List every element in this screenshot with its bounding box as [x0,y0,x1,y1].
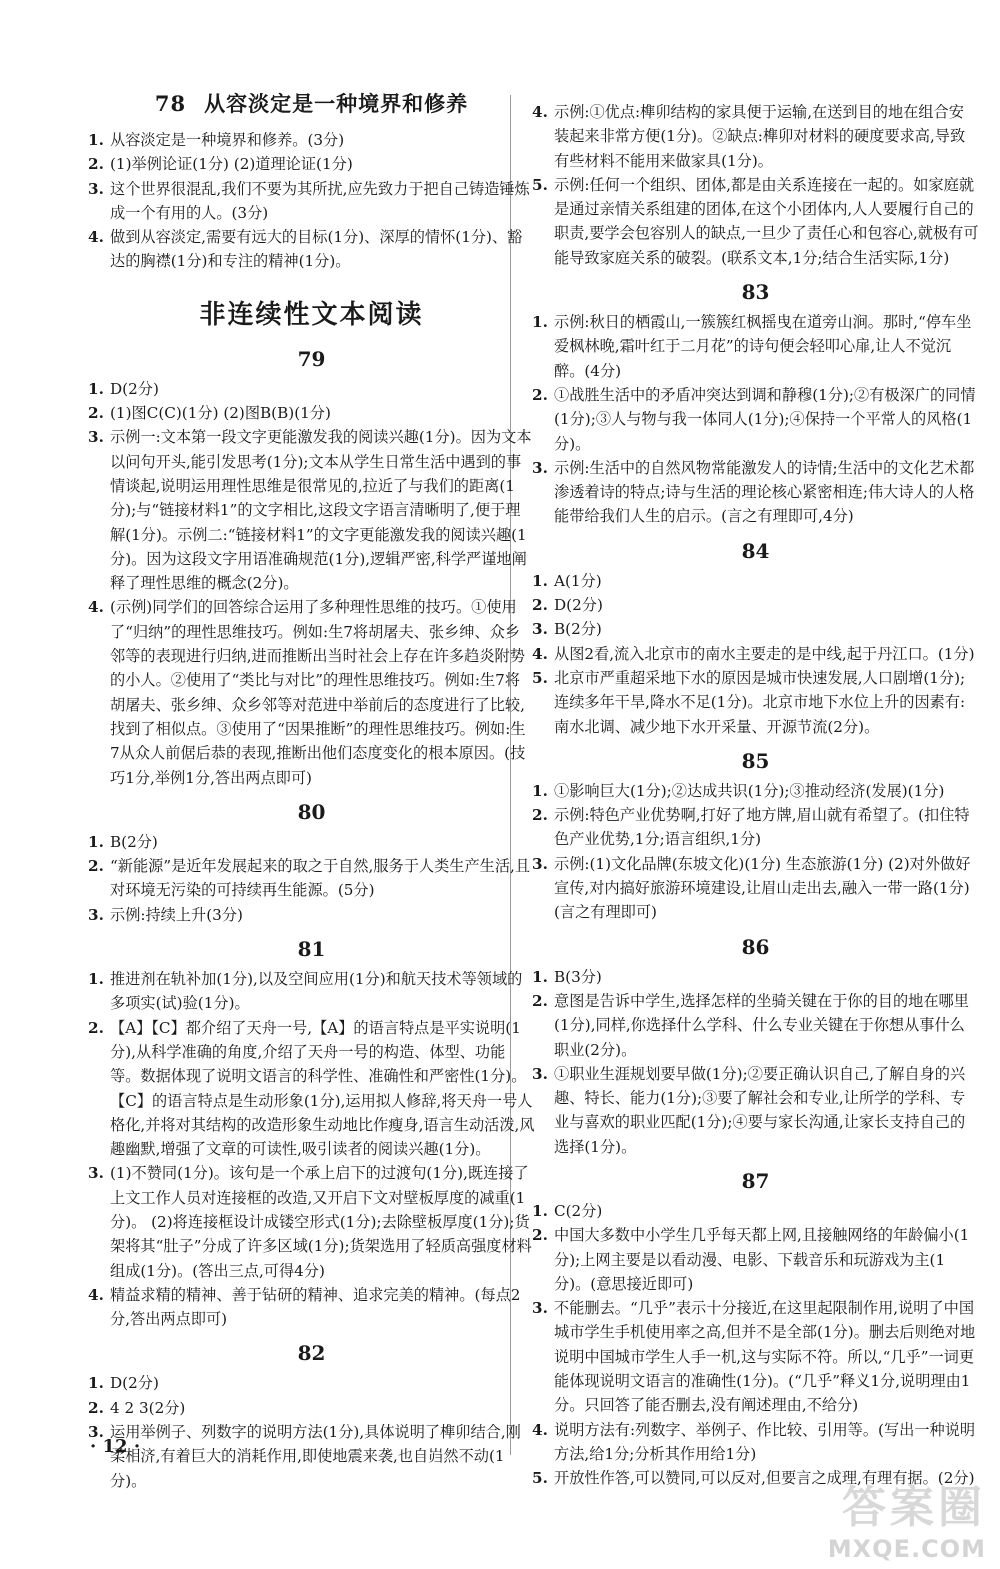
item-text: ①影响巨大(1分);②达成共识(1分);③推动经济(发展)(1分) [554,781,945,800]
item-text: 北京市严重超采地下水的原因是城市快速发展,人口剧增(1分);连续多年干旱,降水不足(1分)。北京市地下水位上升的因素有:南水北调、减少地下水开采量、开源节流(2分)。 [554,668,966,736]
answer-item [88,1396,535,1420]
answer-item [88,128,535,152]
item-number: 5. [532,175,548,194]
item-number: 3. [88,428,104,447]
item-number: 4. [532,644,548,663]
section-80-title: 80 [297,799,326,824]
item-text: ①战胜生活中的矛盾冲突达到调和静穆(1分);②有极深广的同情(1分);③人与物与我一体同人(1分);④保持一个平常人的风格(1分)。 [554,385,976,453]
item-number: 2. [532,991,548,1010]
answer-list [532,310,979,529]
answer-item [88,377,535,401]
item-number: 4. [532,1420,548,1439]
answer-item [88,1420,535,1493]
item-text: (1)图C(C)(1分) (2)图B(B)(1分) [110,404,331,423]
part-title: 非连续性文本阅读 [199,299,424,330]
answer-item [532,852,979,925]
answer-list [88,967,535,1331]
item-number: 4. [88,598,104,617]
item-number: 2. [532,1226,548,1245]
section-82-title: 82 [297,1341,326,1366]
item-text: 示例:生活中的自然风物常能激发人的诗情;生活中的文化艺术都渗透着诗的特点;诗与生活的理论核心紧密相连;伟大诗人的人格能带给我们人生的启示。(言之有理即可,4分) [554,458,975,526]
answer-item [88,1016,535,1162]
item-number: 2. [88,1018,104,1037]
item-number: 3. [532,1299,548,1318]
item-number: 3. [532,1064,548,1083]
answer-item [532,173,979,270]
answer-list [88,377,535,790]
item-text: 推进剂在轨补加(1分),以及空间应用(1分)和航天技术等领域的多项实(试)验(1分)。 [110,970,523,1013]
item-number: 1. [88,379,104,398]
item-number: 1. [88,832,104,851]
answer-item [532,1199,979,1223]
answer-item [88,903,535,927]
answer-item [88,152,535,176]
item-number: 5. [532,668,548,687]
watermark-logo [828,1471,986,1563]
answer-list [88,1371,535,1492]
item-text: 说明方法有:列数字、举例子、作比较、引用等。(写出一种说明方法,给1分;分析其作用给1分) [554,1420,976,1463]
right-column [532,100,979,1491]
answer-list [532,965,979,1159]
answer-item [532,310,979,383]
answer-list [88,830,535,927]
answer-item [88,177,535,226]
item-text: 做到从容淡定,需要有远大的目标(1分)、深厚的情怀(1分)、豁达的胸襟(1分)和专注的精神(1分)。 [110,228,523,271]
answer-item [88,1283,535,1332]
item-number: 2. [532,596,548,615]
item-number: 4. [88,1285,104,1304]
section-78-title: 78 从容淡定是一种境界和修养 [154,91,469,116]
item-text: 示例:①优点:榫卯结构的家具便于运输,在送到目的地在组合安装起来非常方便(1分)。②缺点:榫卯对材料的硬度要求高,导致有些材料不能用来做家具(1分)。 [554,103,966,170]
item-text: 中国大多数中小学生几乎每天都上网,且接触网络的年龄偏小(1分);上网主要是以看动漫、电影、下载音乐和玩游戏为主(1分)。(意思接近即可) [554,1226,970,1293]
answer-item [532,989,979,1062]
item-text: 示例:任何一个组织、团体,都是由关系连接在一起的。如家庭就是通过亲情关系组建的团体,在这个小团体内,人人要履行自己的职责,要学会包容别人的缺点,一旦少了责任心和包容心,就极有可能导致家庭关系的破裂。(联系文本,1分;结合生活实际,1分) [554,175,979,267]
item-text: “新能源”是近年发展起来的取之于自然,服务于人类生产生活,且对环境无污染的可持续再生能源。(5分) [110,857,531,900]
answer-list [532,779,979,925]
section-79-title: 79 [297,346,326,371]
item-text: 示例:特色产业优势啊,打好了地方牌,眉山就有希望了。(扣住特色产业优势,1分;语言组织,1分) [554,806,970,849]
item-number: 4. [532,103,548,121]
item-number: 1. [88,1374,104,1393]
item-number: 2. [532,806,548,825]
answer-item [532,1062,979,1159]
answer-item [88,1371,535,1395]
item-text: 开放性作答,可以赞同,可以反对,但要言之成理,有理有据。(2分) [554,1469,975,1488]
answer-item [532,666,979,739]
answer-item [532,617,979,641]
item-text: A(1分) [554,571,602,590]
answer-list [532,100,979,270]
answer-item [532,1296,979,1417]
answer-item [532,1418,979,1467]
item-number: 1. [88,970,104,989]
watermark-text: 答案圈 [842,1482,986,1533]
answer-item [532,383,979,456]
answer-item [532,569,979,593]
item-text: B(3分) [554,967,602,986]
item-number: 2. [88,857,104,876]
item-number: 3. [532,620,548,639]
item-text: 运用举例子、列数字的说明方法(1分),具体说明了榫卯结合,刚柔相济,有着巨大的消耗作用,即使地震来袭,也自岿然不动(1分)。 [110,1423,521,1490]
answer-list [532,569,979,739]
item-number: 3. [532,458,548,477]
answer-item [532,1223,979,1296]
answer-list [88,128,535,274]
item-text: 示例:(1)文化品牌(东坡文化)(1分) 生态旅游(1分) (2)对外做好宣传,对内搞好旅游环境建设,让眉山走出去,融入一带一路(1分)(言之有理即可) [554,854,971,922]
answer-item [532,779,979,803]
left-column [88,80,535,1493]
answer-item [88,1161,535,1282]
answer-item [532,456,979,529]
item-text: D(2分) [554,596,603,615]
item-text: 示例:秋日的栖霞山,一簇簇红枫摇曳在道旁山涧。那时,“停车坐爱枫林晚,霜叶红于二月花”的诗句便会轻叩心扉,让人不觉沉醉。(4分) [554,313,972,380]
watermark-url: MXQE.COM [827,1535,986,1563]
section-83-title: 83 [741,280,770,305]
item-text: 从图2看,流入北京市的南水主要走的是中线,起于丹江口。(1分) [554,644,975,663]
item-number: 2. [532,385,548,404]
item-number: 3. [88,1164,104,1183]
answer-item [532,100,979,173]
item-text: C(2分) [554,1201,603,1220]
answer-item [88,225,535,274]
section-87-title: 87 [741,1168,770,1193]
section-86-title: 86 [741,934,770,959]
item-text: (示例)同学们的回答综合运用了多种理性思维的技巧。①使用了“归纳”的理性思维技巧。例如:生7将胡屠夫、张乡绅、众乡邻等的表现进行归纳,进而推断出当时社会上存在许多趋炎附势的小人。②使用了“类比与对比”的理性思维技巧。例如:生7将胡屠夫、张乡绅、众乡邻等对范进中举前后的态度进行了比较,找到了相似点。③使用了“因果推断”的理性思维技巧。例如:生7从众人前倨后恭的表现,推断出他们态度变化的根本原因。(技巧1分,举例1分,答出两点即可) [110,598,526,787]
section-84-title: 84 [741,538,770,563]
item-text: D(2分) [110,379,159,398]
answer-list [532,1199,979,1491]
item-text: 从容淡定是一种境界和修养。(3分) [110,131,345,149]
item-text: 这个世界很混乱,我们不要为其所扰,应先致力于把自己铸造锤炼成一个有用的人。(3分) [110,179,530,222]
page-number: · 12 · [90,1436,141,1457]
answer-item [532,642,979,666]
item-number: 2. [88,1398,104,1417]
item-text: 精益求精的精神、善于钻研的精神、追求完美的精神。(每点2分,答出两点即可) [110,1285,521,1329]
item-number: 1. [532,313,548,332]
item-number: 2. [88,404,104,423]
item-text: (1)举例论证(1分) (2)道理论证(1分) [110,155,353,174]
item-text: B(2分) [110,832,158,851]
item-text: B(2分) [554,620,602,639]
answer-item [88,401,535,425]
item-number: 3. [88,905,104,924]
item-number: 2. [88,155,104,174]
item-number: 3. [88,1423,104,1442]
item-text: 不能删去。“几乎”表示十分接近,在这里起限制作用,说明了中国城市学生手机使用率之高,但并不是全部(1分)。删去后则绝对地说明中国城市学生人手一机,这与实际不符。所以,“几乎”一词更能体现说明文语言的准确性(1分)。(“几乎”释义1分,说明理由1分。只回答了能否删去,没有阐述理由,不给分) [554,1299,976,1415]
item-text: 示例一:文本第一段文字更能激发我的阅读兴趣(1分)。因为文本以问句开头,能引发思考(1分);文本从学生日常生活中遇到的事情谈起,说明运用理性思维是很常见的,拉近了与我们的距离(1分);与“链接材料1”的文字相比,这段文字语言清晰明了,便于理解(1分)。示例二:“链接材料1”的文字更能激发我的阅读兴趣(1分)。因为这段文字用语准确规范(1分),逻辑严密,科学严谨地阐释了理性思维的概念(2分)。 [110,428,532,593]
item-text: 示例:持续上升(3分) [110,905,243,924]
item-text: 意图是告诉中学生,选择怎样的坐骑关键在于你的目的地在哪里(1分),同样,你选择什么学科、什么专业关键在于你想从事什么职业(2分)。 [554,991,969,1059]
answer-item [88,967,535,1016]
answer-item [88,595,535,789]
item-number: 1. [532,1201,548,1220]
answer-item [88,830,535,854]
answer-item [532,593,979,617]
item-number: 3. [532,854,548,873]
item-text: ①职业生涯规划要早做(1分);②要正确认识自己,了解自身的兴趣、特长、能力(1分);③要了解社会和专业,让所学的学科、专业与喜欢的职业匹配(1分);④要与家长沟通,让家长支持自己的选择(1分)。 [554,1064,966,1156]
item-text: (1)不赞同(1分)。该句是一个承上启下的过渡句(1分),既连接了上文工作人员对连接框的改造,又开启下文对壁板厚度的减重(1分)。 (2)将连接框设计成镂空形式(1分);去除壁板厚度(1分);货架将其“肚子”分成了许多区域(1分);货架选用了轻质高强度材料组成(1分)。(答出三点,可得4分) [110,1164,532,1280]
item-text: D(2分) [110,1374,159,1393]
item-number: 3. [88,179,104,198]
item-number: 1. [532,781,548,800]
item-number: 1. [532,571,548,590]
section-85-title: 85 [741,748,770,773]
item-text: 【A】【C】都介绍了天舟一号,【A】的语言特点是平实说明(1分),从科学准确的角度,介绍了天舟一号的构造、体型、功能等。数据体现了说明文语言的科学性、准确性和严密性(1分)。【C】的语言特点是生动形象(1分),运用拟人修辞,将天舟一号人格化,并将对其结构的改造形象生动地比作瘦身,语言生动活泼,风趣幽默,增强了文章的可读性,吸引读者的阅读兴趣(1分)。 [110,1018,535,1159]
item-number: 4. [88,228,104,247]
item-number: 1. [88,131,104,149]
answer-item [532,803,979,852]
section-81-title: 81 [297,937,326,962]
answer-item [88,854,535,903]
item-text: 4 2 3(2分) [110,1398,186,1417]
item-number: 1. [532,967,548,986]
item-number: 5. [532,1469,548,1488]
answer-item [88,425,535,595]
answer-item [532,965,979,989]
